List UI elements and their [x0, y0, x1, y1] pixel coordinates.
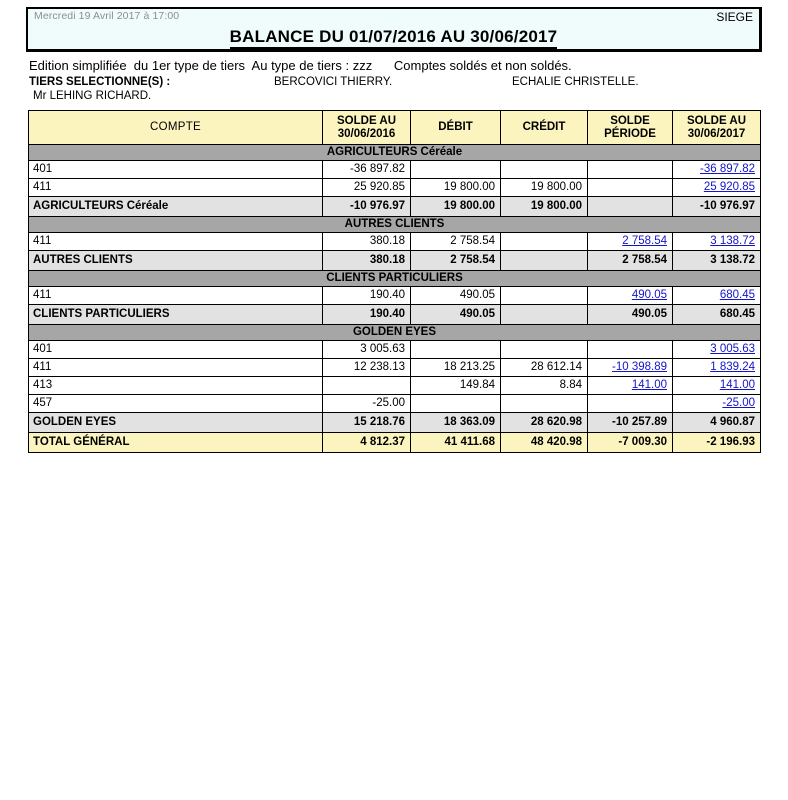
cell-credit	[501, 395, 588, 413]
cell-solde_debut: 12 238.13	[323, 359, 411, 377]
table-header-row	[29, 111, 761, 145]
cell-solde_periode	[588, 377, 673, 395]
balance-table-wrapper	[28, 110, 760, 453]
column-header-line1: DÉBIT	[438, 121, 473, 133]
column-header-line2: 30/06/2017	[687, 127, 746, 140]
subtotal-solde_debut: 190.40	[323, 305, 411, 325]
cell-value-link[interactable]: 680.45	[719, 289, 755, 301]
table-row	[29, 341, 761, 359]
cell-value-link[interactable]: 141.00	[631, 379, 667, 391]
column-header-solde_periode	[588, 111, 673, 145]
group-band-label: AGRICULTEURS Céréale	[29, 145, 761, 161]
cell-solde_debut: 190.40	[323, 287, 411, 305]
cell-credit: 8.84	[501, 377, 588, 395]
group-subtotal-row	[29, 305, 761, 325]
cell-solde_periode	[588, 179, 673, 197]
cell-compte: 401	[29, 161, 323, 179]
table-row	[29, 359, 761, 377]
subtotal-debit: 19 800.00	[411, 197, 501, 217]
cell-credit: 28 612.14	[501, 359, 588, 377]
cell-compte: 411	[29, 233, 323, 251]
group-band-label: AUTRES CLIENTS	[29, 217, 761, 233]
column-header-line2: 30/06/2016	[337, 127, 396, 140]
group-band-row	[29, 145, 761, 161]
group-band-row	[29, 217, 761, 233]
group-subtotal-row	[29, 413, 761, 433]
cell-value-link[interactable]: -36 897.82	[700, 163, 755, 175]
cell-solde_periode	[588, 395, 673, 413]
cell-solde_fin	[673, 233, 761, 251]
subtotal-solde_debut: -10 976.97	[323, 197, 411, 217]
group-band-row	[29, 325, 761, 341]
cell-solde_fin	[673, 395, 761, 413]
subtotal-label: AGRICULTEURS Céréale	[29, 197, 323, 217]
cell-compte: 401	[29, 341, 323, 359]
cell-value-link[interactable]: -10 398.89	[612, 361, 667, 373]
subtotal-solde_fin: 680.45	[673, 305, 761, 325]
cell-credit	[501, 161, 588, 179]
tiers-selection-item-3: Mr LEHING RICHARD.	[33, 90, 152, 102]
grand-total-label: TOTAL GÉNÉRAL	[29, 433, 323, 453]
grand-total-credit: 48 420.98	[501, 433, 588, 453]
cell-solde_periode	[588, 359, 673, 377]
cell-debit	[411, 395, 501, 413]
table-row	[29, 233, 761, 251]
cell-debit: 19 800.00	[411, 179, 501, 197]
column-header-debit	[411, 111, 501, 145]
group-band-label: GOLDEN EYES	[29, 325, 761, 341]
column-header-compte: COMPTE	[29, 111, 323, 145]
page-title-text: BALANCE DU 01/07/2016 AU 30/06/2017	[230, 27, 558, 49]
table-row	[29, 287, 761, 305]
cell-solde_periode	[588, 161, 673, 179]
balance-table	[28, 110, 761, 453]
table-row	[29, 161, 761, 179]
cell-compte: 413	[29, 377, 323, 395]
cell-debit: 2 758.54	[411, 233, 501, 251]
grand-total-row	[29, 433, 761, 453]
cell-solde_fin	[673, 161, 761, 179]
cell-debit: 149.84	[411, 377, 501, 395]
subtotal-solde_debut: 380.18	[323, 251, 411, 271]
subtotal-debit: 2 758.54	[411, 251, 501, 271]
tiers-selection-label: TIERS SELECTIONNE(S) :	[29, 76, 171, 88]
report-header-box	[26, 7, 762, 52]
cell-value-link[interactable]: 141.00	[719, 379, 755, 391]
cell-compte: 411	[29, 359, 323, 377]
subtotal-solde_debut: 15 218.76	[323, 413, 411, 433]
grand-total-solde_debut: 4 812.37	[323, 433, 411, 453]
cell-solde_fin	[673, 179, 761, 197]
cell-credit	[501, 287, 588, 305]
cell-value-link[interactable]: 2 758.54	[622, 235, 667, 247]
subtotal-debit: 18 363.09	[411, 413, 501, 433]
table-row	[29, 179, 761, 197]
cell-solde_periode	[588, 341, 673, 359]
cell-solde_debut: 3 005.63	[323, 341, 411, 359]
cell-solde_debut: 380.18	[323, 233, 411, 251]
group-subtotal-row	[29, 197, 761, 217]
subtotal-solde_periode: -10 257.89	[588, 413, 673, 433]
column-header-line1: CRÉDIT	[522, 121, 566, 133]
column-header-solde_debut	[323, 111, 411, 145]
group-band-row	[29, 271, 761, 287]
column-header-line1: SOLDE AU	[337, 114, 396, 127]
cell-solde_debut: 25 920.85	[323, 179, 411, 197]
group-subtotal-row	[29, 251, 761, 271]
print-timestamp: Mercredi 19 Avril 2017 à 17:00	[34, 10, 180, 22]
table-row	[29, 377, 761, 395]
cell-debit	[411, 341, 501, 359]
cell-debit	[411, 161, 501, 179]
cell-credit	[501, 233, 588, 251]
group-band-label: CLIENTS PARTICULIERS	[29, 271, 761, 287]
subtotal-solde_periode: 490.05	[588, 305, 673, 325]
grand-total-solde_fin: -2 196.93	[673, 433, 761, 453]
cell-solde_fin	[673, 287, 761, 305]
tiers-selection-item-2: ECHALIE CHRISTELLE.	[512, 76, 639, 88]
subtotal-label: AUTRES CLIENTS	[29, 251, 323, 271]
subtotal-credit: 19 800.00	[501, 197, 588, 217]
grand-total-debit: 41 411.68	[411, 433, 501, 453]
cell-value-link[interactable]: 1 839.24	[710, 361, 755, 373]
table-row	[29, 395, 761, 413]
edition-line: Edition simplifiée du 1er type de tiers Au type de tiers : zzz Comptes soldés et non soldés.	[29, 58, 572, 73]
cell-debit: 490.05	[411, 287, 501, 305]
subtotal-solde_fin: 3 138.72	[673, 251, 761, 271]
subtotal-credit	[501, 251, 588, 271]
cell-solde_fin	[673, 377, 761, 395]
cell-credit	[501, 341, 588, 359]
cell-solde_debut: -36 897.82	[323, 161, 411, 179]
cell-compte: 457	[29, 395, 323, 413]
cell-solde_periode	[588, 233, 673, 251]
subtotal-label: GOLDEN EYES	[29, 413, 323, 433]
subtotal-credit: 28 620.98	[501, 413, 588, 433]
page-title	[28, 27, 759, 47]
column-header-credit	[501, 111, 588, 145]
subtotal-solde_periode	[588, 197, 673, 217]
cell-compte: 411	[29, 179, 323, 197]
cell-solde_periode	[588, 287, 673, 305]
cell-value-link[interactable]: 25 920.85	[703, 181, 755, 193]
column-header-line1: SOLDE AU	[687, 114, 746, 127]
cell-solde_fin	[673, 359, 761, 377]
subtotal-solde_periode: 2 758.54	[588, 251, 673, 271]
cell-value-link[interactable]: -25.00	[722, 397, 755, 409]
subtotal-credit	[501, 305, 588, 325]
cell-debit: 18 213.25	[411, 359, 501, 377]
cell-solde_debut	[323, 377, 411, 395]
subtotal-label: CLIENTS PARTICULIERS	[29, 305, 323, 325]
subtotal-debit: 490.05	[411, 305, 501, 325]
grand-total-solde_periode: -7 009.30	[588, 433, 673, 453]
cell-value-link[interactable]: 3 138.72	[710, 235, 755, 247]
column-header-line1: SOLDE	[610, 114, 650, 127]
cell-value-link[interactable]: 3 005.63	[710, 343, 755, 355]
site-label: SIEGE	[716, 10, 753, 24]
cell-credit: 19 800.00	[501, 179, 588, 197]
balance-table-body	[29, 111, 761, 453]
column-header-solde_fin	[673, 111, 761, 145]
subtotal-solde_fin: 4 960.87	[673, 413, 761, 433]
cell-value-link[interactable]: 490.05	[631, 289, 667, 301]
cell-solde_debut: -25.00	[323, 395, 411, 413]
cell-solde_fin	[673, 341, 761, 359]
column-header-line2: PÉRIODE	[604, 127, 656, 140]
tiers-selection-item-1: BERCOVICI THIERRY.	[274, 76, 393, 88]
subtotal-solde_fin: -10 976.97	[673, 197, 761, 217]
cell-compte: 411	[29, 287, 323, 305]
